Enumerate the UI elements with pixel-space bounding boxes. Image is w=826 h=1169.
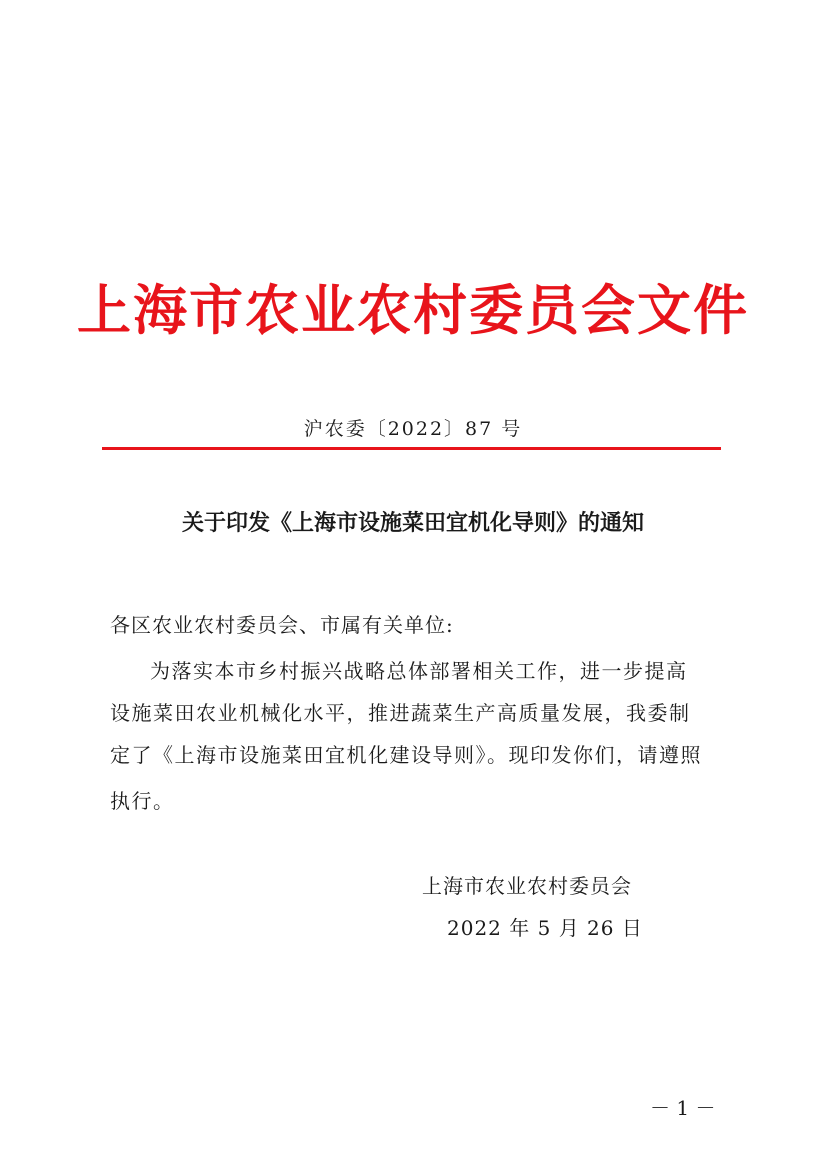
body-line: 为落实本市乡村振兴战略总体部署相关工作，进一步提高 [150,659,688,683]
signature-date: 2022 年 5 月 26 日 [447,916,643,940]
document-number: 沪农委〔2022〕87 号 [303,418,523,440]
body-line: 设施菜田农业机械化水平，推进蔬菜生产高质量发展，我委制 [110,701,691,725]
signature-organization: 上海市农业农村委员会 [422,874,632,898]
page-number: － 1 － [650,1096,716,1120]
body-line: 执行。 [110,789,175,813]
salutation: 各区农业农村委员会、市属有关单位: [110,613,454,637]
document-header-title: 上海市农业农村委员会文件 [77,278,749,342]
notice-title: 关于印发《上海市设施菜田宜机化导则》的通知 [181,510,644,536]
header-divider-rule [102,447,721,450]
body-line: 定了《上海市设施菜田宜机化建设导则》。现印发你们，请遵照 [110,743,702,767]
